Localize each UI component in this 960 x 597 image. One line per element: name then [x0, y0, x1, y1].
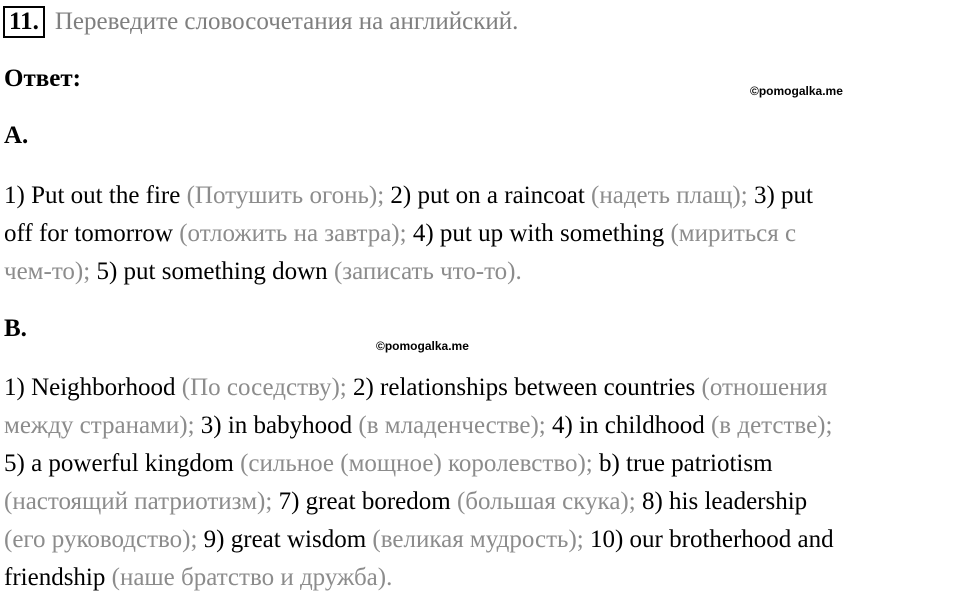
- translation-text: (сильное (мощное) королевство);: [240, 450, 599, 477]
- english-phrase: 2) put on a raincoat: [390, 182, 592, 209]
- text-line: [4, 253, 960, 291]
- translation-text: (в младенчестве);: [358, 412, 552, 439]
- translation-text: (надеть плащ);: [591, 182, 754, 209]
- english-phrase: off for tomorrow: [4, 220, 180, 247]
- task-instruction: Переведите словосочетания на английский.: [54, 8, 519, 35]
- english-phrase: 3) in babyhood: [200, 412, 359, 439]
- section-b-text: [4, 369, 960, 597]
- translation-text: между странами);: [4, 412, 201, 439]
- text-line: [4, 559, 960, 597]
- translation-text: (По соседству);: [181, 374, 353, 401]
- translation-text: чем-то);: [4, 258, 97, 285]
- translation-text: (великая мудрость);: [372, 526, 590, 553]
- english-phrase: 5) a powerful kingdom: [4, 450, 241, 477]
- english-phrase: 8) his leadership: [641, 488, 808, 515]
- translation-text: (отложить на завтра);: [179, 220, 413, 247]
- english-phrase: 1) Neighborhood: [4, 374, 182, 401]
- english-phrase: 5) put something down: [96, 258, 334, 285]
- task-number: 11.: [3, 6, 45, 38]
- english-phrase: 4) in childhood: [551, 412, 711, 439]
- english-phrase: 7) great boredom: [278, 488, 457, 515]
- text-line: [4, 215, 960, 253]
- section-a-label: A.: [4, 122, 29, 149]
- text-line: [4, 177, 960, 215]
- section-a-text: [4, 177, 960, 291]
- watermark: ©pomogalka.me: [376, 339, 469, 353]
- english-phrase: 4) put up with something: [412, 220, 671, 247]
- english-phrase: 2) relationships between countries: [352, 374, 702, 401]
- translation-text: (отношения: [701, 374, 828, 401]
- english-phrase: 9) great wisdom: [203, 526, 373, 553]
- english-phrase: 3) put: [753, 182, 813, 209]
- english-phrase: friendship: [4, 564, 112, 591]
- section-b-label: B.: [4, 315, 27, 342]
- english-phrase: b) true patriotism: [598, 450, 773, 477]
- watermark: ©pomogalka.me: [750, 84, 843, 98]
- translation-text: (мириться с: [670, 220, 797, 247]
- translation-text: (наше братство и дружба).: [111, 564, 393, 591]
- translation-text: (его руководство);: [4, 526, 204, 553]
- translation-text: (большая скука);: [456, 488, 642, 515]
- text-line: [4, 521, 960, 559]
- translation-text: (настоящий патриотизм);: [4, 488, 279, 515]
- english-phrase: 10) our brotherhood and: [589, 526, 834, 553]
- text-line: [4, 369, 960, 407]
- translation-text: (в детстве);: [710, 412, 833, 439]
- task-header: [3, 5, 518, 39]
- text-line: [4, 483, 960, 521]
- translation-text: (Потушить огонь);: [186, 182, 391, 209]
- text-line: [4, 407, 960, 445]
- english-phrase: 1) Put out the fire: [4, 182, 187, 209]
- text-line: [4, 445, 960, 483]
- answer-label: Ответ:: [4, 65, 81, 92]
- translation-text: (записать что-то).: [333, 258, 522, 285]
